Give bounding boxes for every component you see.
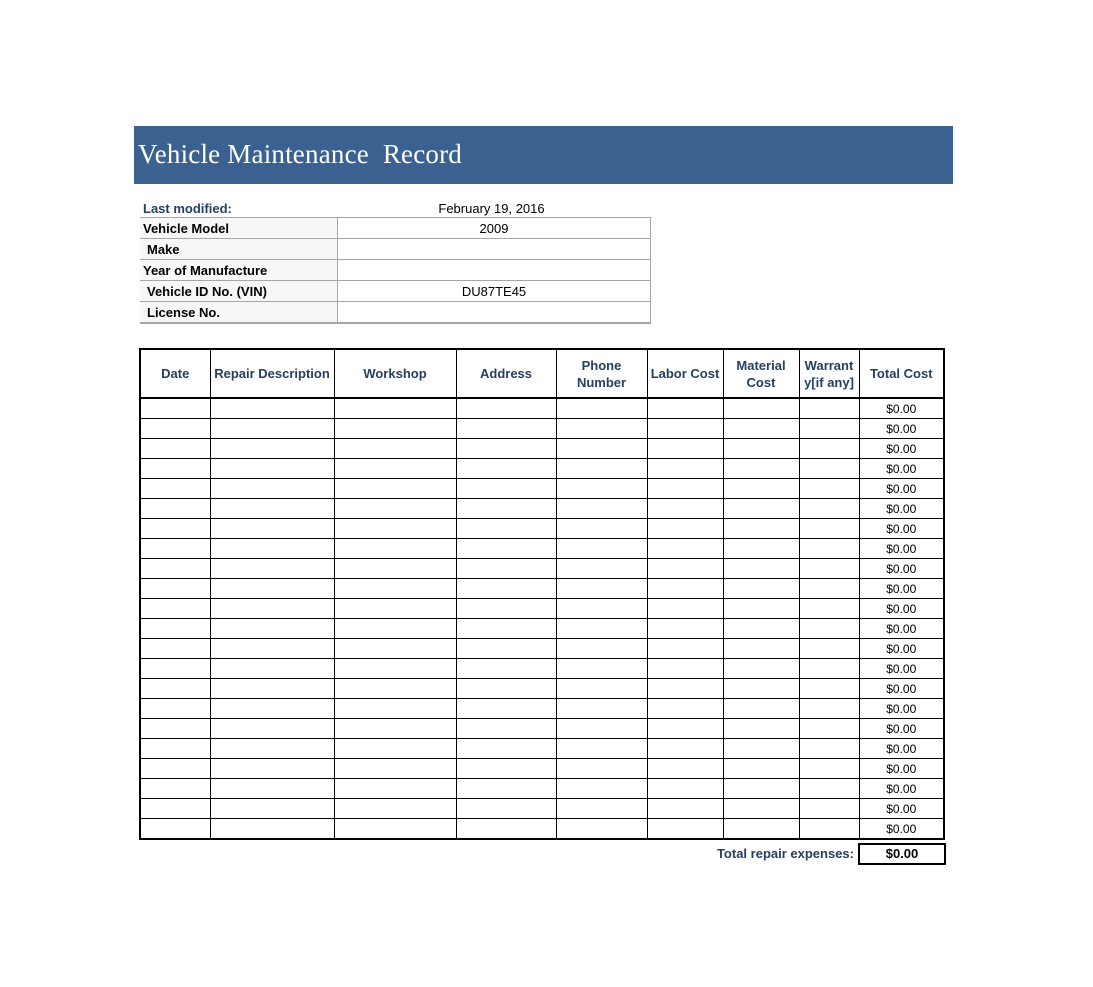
page-title: Vehicle Maintenance Record [138, 139, 463, 169]
workshop-cell[interactable] [334, 619, 456, 639]
address-cell[interactable] [456, 819, 556, 840]
warranty-cell[interactable] [799, 679, 859, 699]
warranty-cell[interactable] [799, 639, 859, 659]
total-cost-cell: $0.00 [859, 659, 944, 679]
material-cost-cell[interactable] [723, 499, 799, 519]
license-value[interactable] [338, 302, 651, 324]
repair-description-cell[interactable] [210, 699, 334, 719]
table-row [140, 539, 944, 559]
date-cell[interactable] [140, 799, 210, 819]
table-row [140, 619, 944, 639]
warranty-cell[interactable] [799, 599, 859, 619]
total-cost-cell: $0.00 [859, 779, 944, 799]
total-cost-cell: $0.00 [859, 499, 944, 519]
vehicle-info-table [140, 217, 651, 324]
material-cost-cell[interactable] [723, 779, 799, 799]
license-label: License No. [140, 302, 338, 324]
date-cell[interactable] [140, 398, 210, 419]
warranty-cell[interactable] [799, 559, 859, 579]
repair-description-cell[interactable] [210, 819, 334, 840]
address-cell[interactable] [456, 759, 556, 779]
make-label: Make [140, 239, 338, 260]
workshop-cell[interactable] [334, 739, 456, 759]
table-row [140, 398, 944, 419]
address-cell[interactable] [456, 779, 556, 799]
vin-label: Vehicle ID No. (VIN) [140, 281, 338, 302]
repair-description-cell[interactable] [210, 499, 334, 519]
workshop-cell[interactable] [334, 459, 456, 479]
address-cell[interactable] [456, 739, 556, 759]
repair-description-cell[interactable] [210, 779, 334, 799]
phone-number-cell[interactable] [556, 779, 647, 799]
total-cost-cell: $0.00 [859, 819, 944, 840]
phone-number-cell[interactable] [556, 759, 647, 779]
column-header-warranty: Warrant y[if any] [799, 349, 859, 398]
address-cell[interactable] [456, 619, 556, 639]
material-cost-cell[interactable] [723, 639, 799, 659]
material-cost-cell[interactable] [723, 599, 799, 619]
labor-cost-cell[interactable] [647, 619, 723, 639]
address-cell[interactable] [456, 699, 556, 719]
column-header-repair-description: Repair Description [210, 349, 334, 398]
table-row [140, 819, 944, 840]
repair-description-cell[interactable] [210, 519, 334, 539]
workshop-cell[interactable] [334, 679, 456, 699]
address-cell[interactable] [456, 639, 556, 659]
year-of-manufacture-label: Year of Manufacture [140, 260, 338, 281]
phone-number-cell[interactable] [556, 679, 647, 699]
phone-number-cell[interactable] [556, 599, 647, 619]
repair-description-cell[interactable] [210, 679, 334, 699]
warranty-cell[interactable] [799, 499, 859, 519]
warranty-cell[interactable] [799, 739, 859, 759]
warranty-cell[interactable] [799, 539, 859, 559]
total-cost-cell: $0.00 [859, 679, 944, 699]
address-cell[interactable] [456, 719, 556, 739]
date-cell[interactable] [140, 519, 210, 539]
warranty-cell[interactable] [799, 819, 859, 840]
workshop-cell[interactable] [334, 519, 456, 539]
total-cost-cell: $0.00 [859, 799, 944, 819]
date-cell[interactable] [140, 819, 210, 840]
date-cell[interactable] [140, 659, 210, 679]
phone-number-cell[interactable] [556, 639, 647, 659]
phone-number-cell[interactable] [556, 398, 647, 419]
workshop-cell[interactable] [334, 759, 456, 779]
total-cost-cell: $0.00 [859, 459, 944, 479]
address-cell[interactable] [456, 479, 556, 499]
material-cost-cell[interactable] [723, 699, 799, 719]
labor-cost-cell[interactable] [647, 559, 723, 579]
date-cell[interactable] [140, 639, 210, 659]
column-header-address: Address [456, 349, 556, 398]
material-cost-cell[interactable] [723, 659, 799, 679]
labor-cost-cell[interactable] [647, 719, 723, 739]
phone-number-cell[interactable] [556, 699, 647, 719]
total-cost-cell: $0.00 [859, 739, 944, 759]
date-cell[interactable] [140, 739, 210, 759]
workshop-cell[interactable] [334, 439, 456, 459]
info-row-year [140, 260, 651, 281]
labor-cost-cell[interactable] [647, 479, 723, 499]
labor-cost-cell[interactable] [647, 779, 723, 799]
date-cell[interactable] [140, 719, 210, 739]
total-cost-cell: $0.00 [859, 398, 944, 419]
date-cell[interactable] [140, 699, 210, 719]
labor-cost-cell[interactable] [647, 599, 723, 619]
total-cost-cell: $0.00 [859, 559, 944, 579]
phone-number-cell[interactable] [556, 439, 647, 459]
material-cost-cell[interactable] [723, 459, 799, 479]
table-row [140, 699, 944, 719]
warranty-cell[interactable] [799, 439, 859, 459]
repair-description-cell[interactable] [210, 479, 334, 499]
address-cell[interactable] [456, 439, 556, 459]
total-cost-cell: $0.00 [859, 719, 944, 739]
labor-cost-cell[interactable] [647, 819, 723, 840]
column-header-total-cost: Total Cost [859, 349, 944, 398]
phone-number-cell[interactable] [556, 799, 647, 819]
labor-cost-cell[interactable] [647, 519, 723, 539]
header-row [140, 349, 944, 398]
total-cost-cell: $0.00 [859, 599, 944, 619]
title-bar [134, 126, 953, 184]
date-cell[interactable] [140, 439, 210, 459]
vehicle-model-label: Vehicle Model [140, 218, 338, 239]
material-cost-cell[interactable] [723, 719, 799, 739]
workshop-cell[interactable] [334, 398, 456, 419]
repair-description-cell[interactable] [210, 459, 334, 479]
table-row [140, 599, 944, 619]
labor-cost-cell[interactable] [647, 639, 723, 659]
workshop-cell[interactable] [334, 719, 456, 739]
info-row-license [140, 302, 651, 324]
date-cell[interactable] [140, 599, 210, 619]
total-cost-cell: $0.00 [859, 419, 944, 439]
warranty-cell[interactable] [799, 519, 859, 539]
repair-description-cell[interactable] [210, 799, 334, 819]
total-cost-cell: $0.00 [859, 759, 944, 779]
table-row [140, 719, 944, 739]
material-cost-cell[interactable] [723, 739, 799, 759]
year-of-manufacture-value[interactable] [338, 260, 651, 281]
repair-description-cell[interactable] [210, 439, 334, 459]
column-header-workshop: Workshop [334, 349, 456, 398]
phone-number-cell[interactable] [556, 459, 647, 479]
info-row-vehicle-model [140, 218, 651, 239]
address-cell[interactable] [456, 559, 556, 579]
table-row [140, 519, 944, 539]
warranty-cell[interactable] [799, 779, 859, 799]
phone-number-cell[interactable] [556, 819, 647, 840]
labor-cost-cell[interactable] [647, 579, 723, 599]
repair-log-table [139, 348, 945, 840]
workshop-cell[interactable] [334, 819, 456, 840]
labor-cost-cell[interactable] [647, 439, 723, 459]
table-row [140, 679, 944, 699]
phone-number-cell[interactable] [556, 479, 647, 499]
total-cost-cell: $0.00 [859, 579, 944, 599]
workshop-cell[interactable] [334, 499, 456, 519]
phone-number-cell[interactable] [556, 559, 647, 579]
material-cost-cell[interactable] [723, 479, 799, 499]
warranty-cell[interactable] [799, 479, 859, 499]
labor-cost-cell[interactable] [647, 459, 723, 479]
workshop-cell[interactable] [334, 799, 456, 819]
table-row [140, 799, 944, 819]
address-cell[interactable] [456, 519, 556, 539]
total-cost-cell: $0.00 [859, 539, 944, 559]
repair-description-cell[interactable] [210, 419, 334, 439]
date-cell[interactable] [140, 559, 210, 579]
repair-description-cell[interactable] [210, 759, 334, 779]
repair-description-cell[interactable] [210, 579, 334, 599]
warranty-cell[interactable] [799, 579, 859, 599]
total-cost-cell: $0.00 [859, 619, 944, 639]
date-cell[interactable] [140, 679, 210, 699]
table-row [140, 499, 944, 519]
date-cell[interactable] [140, 619, 210, 639]
table-row [140, 419, 944, 439]
labor-cost-cell[interactable] [647, 799, 723, 819]
last-modified-label: Last modified: [143, 201, 232, 216]
material-cost-cell[interactable] [723, 679, 799, 699]
phone-number-cell[interactable] [556, 579, 647, 599]
phone-number-cell[interactable] [556, 719, 647, 739]
warranty-cell[interactable] [799, 659, 859, 679]
total-repair-expenses-label: Total repair expenses: [716, 846, 854, 861]
table-row [140, 639, 944, 659]
info-row-make [140, 239, 651, 260]
phone-number-cell[interactable] [556, 519, 647, 539]
info-row-vin [140, 281, 651, 302]
make-value[interactable] [338, 239, 651, 260]
phone-number-cell[interactable] [556, 539, 647, 559]
phone-number-cell[interactable] [556, 619, 647, 639]
date-cell[interactable] [140, 579, 210, 599]
address-cell[interactable] [456, 459, 556, 479]
column-header-date: Date [140, 349, 210, 398]
repair-description-cell[interactable] [210, 639, 334, 659]
repair-description-cell[interactable] [210, 659, 334, 679]
workshop-cell[interactable] [334, 539, 456, 559]
workshop-cell[interactable] [334, 779, 456, 799]
date-cell[interactable] [140, 479, 210, 499]
phone-number-cell[interactable] [556, 499, 647, 519]
repair-log-body [140, 398, 944, 839]
table-row [140, 479, 944, 499]
total-cost-cell: $0.00 [859, 699, 944, 719]
workshop-cell[interactable] [334, 699, 456, 719]
total-cost-cell: $0.00 [859, 439, 944, 459]
total-cost-cell: $0.00 [859, 479, 944, 499]
vin-value[interactable]: DU87TE45 [338, 281, 651, 302]
date-cell[interactable] [140, 419, 210, 439]
warranty-cell[interactable] [799, 759, 859, 779]
labor-cost-cell[interactable] [647, 759, 723, 779]
workshop-cell[interactable] [334, 579, 456, 599]
last-modified-value[interactable]: February 19, 2016 [438, 201, 545, 216]
table-row [140, 579, 944, 599]
total-cost-cell: $0.00 [859, 639, 944, 659]
table-row [140, 559, 944, 579]
repair-description-cell[interactable] [210, 619, 334, 639]
warranty-cell[interactable] [799, 619, 859, 639]
material-cost-cell[interactable] [723, 799, 799, 819]
material-cost-cell[interactable] [723, 579, 799, 599]
repair-description-cell[interactable] [210, 719, 334, 739]
repair-description-cell[interactable] [210, 559, 334, 579]
material-cost-cell[interactable] [723, 439, 799, 459]
column-header-phone-number: Phone Number [556, 349, 647, 398]
total-cost-cell: $0.00 [859, 519, 944, 539]
labor-cost-cell[interactable] [647, 539, 723, 559]
date-cell[interactable] [140, 759, 210, 779]
workshop-cell[interactable] [334, 639, 456, 659]
vehicle-model-value[interactable]: 2009 [338, 218, 651, 239]
address-cell[interactable] [456, 599, 556, 619]
table-row [140, 459, 944, 479]
phone-number-cell[interactable] [556, 659, 647, 679]
date-cell[interactable] [140, 539, 210, 559]
material-cost-cell[interactable] [723, 759, 799, 779]
labor-cost-cell[interactable] [647, 499, 723, 519]
workshop-cell[interactable] [334, 419, 456, 439]
table-row [140, 659, 944, 679]
address-cell[interactable] [456, 499, 556, 519]
table-row [140, 739, 944, 759]
warranty-cell[interactable] [799, 719, 859, 739]
date-cell[interactable] [140, 459, 210, 479]
material-cost-cell[interactable] [723, 619, 799, 639]
material-cost-cell[interactable] [723, 819, 799, 840]
address-cell[interactable] [456, 579, 556, 599]
labor-cost-cell[interactable] [647, 419, 723, 439]
material-cost-cell[interactable] [723, 519, 799, 539]
repair-description-cell[interactable] [210, 398, 334, 419]
address-cell[interactable] [456, 539, 556, 559]
address-cell[interactable] [456, 799, 556, 819]
labor-cost-cell[interactable] [647, 699, 723, 719]
table-row [140, 439, 944, 459]
material-cost-cell[interactable] [723, 419, 799, 439]
workshop-cell[interactable] [334, 599, 456, 619]
address-cell[interactable] [456, 679, 556, 699]
date-cell[interactable] [140, 779, 210, 799]
table-row [140, 779, 944, 799]
labor-cost-cell[interactable] [647, 739, 723, 759]
workshop-cell[interactable] [334, 559, 456, 579]
table-row [140, 759, 944, 779]
phone-number-cell[interactable] [556, 739, 647, 759]
date-cell[interactable] [140, 499, 210, 519]
column-header-labor-cost: Labor Cost [647, 349, 723, 398]
address-cell[interactable] [456, 659, 556, 679]
warranty-cell[interactable] [799, 419, 859, 439]
material-cost-cell[interactable] [723, 539, 799, 559]
repair-description-cell[interactable] [210, 539, 334, 559]
material-cost-cell[interactable] [723, 398, 799, 419]
material-cost-cell[interactable] [723, 559, 799, 579]
address-cell[interactable] [456, 398, 556, 419]
repair-description-cell[interactable] [210, 739, 334, 759]
column-header-material-cost: Material Cost [723, 349, 799, 398]
repair-description-cell[interactable] [210, 599, 334, 619]
warranty-cell[interactable] [799, 398, 859, 419]
labor-cost-cell[interactable] [647, 398, 723, 419]
warranty-cell[interactable] [799, 699, 859, 719]
workshop-cell[interactable] [334, 659, 456, 679]
warranty-cell[interactable] [799, 799, 859, 819]
workshop-cell[interactable] [334, 479, 456, 499]
phone-number-cell[interactable] [556, 419, 647, 439]
labor-cost-cell[interactable] [647, 679, 723, 699]
labor-cost-cell[interactable] [647, 659, 723, 679]
warranty-cell[interactable] [799, 459, 859, 479]
total-repair-expenses-value: $0.00 [858, 843, 946, 865]
address-cell[interactable] [456, 419, 556, 439]
